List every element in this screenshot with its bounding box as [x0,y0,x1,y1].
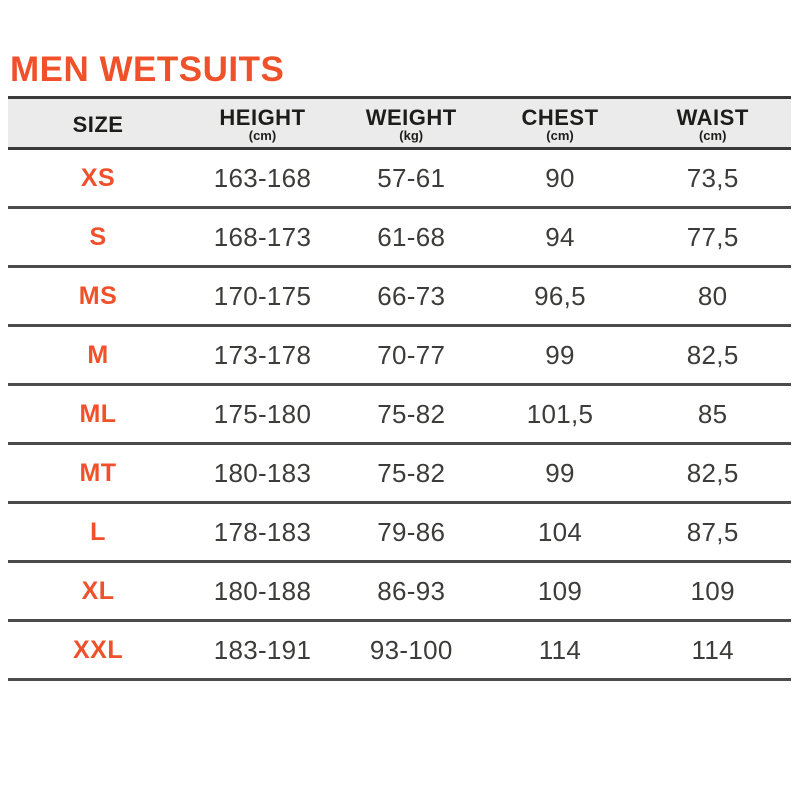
chest-cell: 109 [486,562,635,621]
header-row [8,98,791,149]
size-cell: MT [8,444,188,503]
waist-cell: 82,5 [634,444,791,503]
size-cell: XXL [8,621,188,680]
weight-cell: 57-61 [337,149,486,208]
height-cell: 163-168 [188,149,337,208]
col-header-weight-unit: (kg) [399,127,424,143]
table-row-m [8,326,791,385]
size-chart-table [8,96,791,681]
chest-cell: 114 [486,621,635,680]
col-header-waist-unit: (cm) [698,127,727,143]
waist-cell: 82,5 [634,326,791,385]
size-cell: MS [8,267,188,326]
chest-cell: 96,5 [486,267,635,326]
waist-cell: 114 [634,621,791,680]
page-title: MEN WETSUITS [10,50,285,89]
table-row-xs [8,149,791,208]
table-row-xxl [8,621,791,680]
chest-cell: 94 [486,208,635,267]
waist-cell: 77,5 [634,208,791,267]
col-header-height [188,98,337,149]
col-header-size [8,98,188,149]
size-cell: XS [8,149,188,208]
height-cell: 180-183 [188,444,337,503]
chest-cell: 104 [486,503,635,562]
waist-cell: 109 [634,562,791,621]
chest-cell: 101,5 [486,385,635,444]
weight-cell: 70-77 [337,326,486,385]
col-header-chest-label: CHEST [521,104,599,130]
size-cell: XL [8,562,188,621]
weight-cell: 93-100 [337,621,486,680]
table-row-xl [8,562,791,621]
size-cell: L [8,503,188,562]
waist-cell: 73,5 [634,149,791,208]
table-row-ms [8,267,791,326]
col-header-chest-unit: (cm) [546,127,574,143]
col-header-height-label: HEIGHT [219,104,306,130]
height-cell: 168-173 [188,208,337,267]
chest-cell: 90 [486,149,635,208]
weight-cell: 61-68 [337,208,486,267]
col-header-waist-label: WAIST [676,104,749,130]
col-header-weight [337,98,486,149]
size-cell: ML [8,385,188,444]
chest-cell: 99 [486,326,635,385]
waist-cell: 87,5 [634,503,791,562]
table-row-s [8,208,791,267]
weight-cell: 75-82 [337,385,486,444]
height-cell: 173-178 [188,326,337,385]
col-header-waist [634,98,791,149]
weight-cell: 66-73 [337,267,486,326]
height-cell: 183-191 [188,621,337,680]
height-cell: 180-188 [188,562,337,621]
weight-cell: 79-86 [337,503,486,562]
table-row-l [8,503,791,562]
height-cell: 178-183 [188,503,337,562]
table-row-ml [8,385,791,444]
weight-cell: 86-93 [337,562,486,621]
chest-cell: 99 [486,444,635,503]
col-header-size-label: SIZE [72,111,124,137]
waist-cell: 80 [634,267,791,326]
col-header-chest [486,98,635,149]
weight-cell: 75-82 [337,444,486,503]
table-row-mt [8,444,791,503]
size-cell: S [8,208,188,267]
height-cell: 175-180 [188,385,337,444]
waist-cell: 85 [634,385,791,444]
size-cell: M [8,326,188,385]
height-cell: 170-175 [188,267,337,326]
col-header-weight-label: WEIGHT [365,104,457,130]
col-header-height-unit: (cm) [248,127,277,143]
